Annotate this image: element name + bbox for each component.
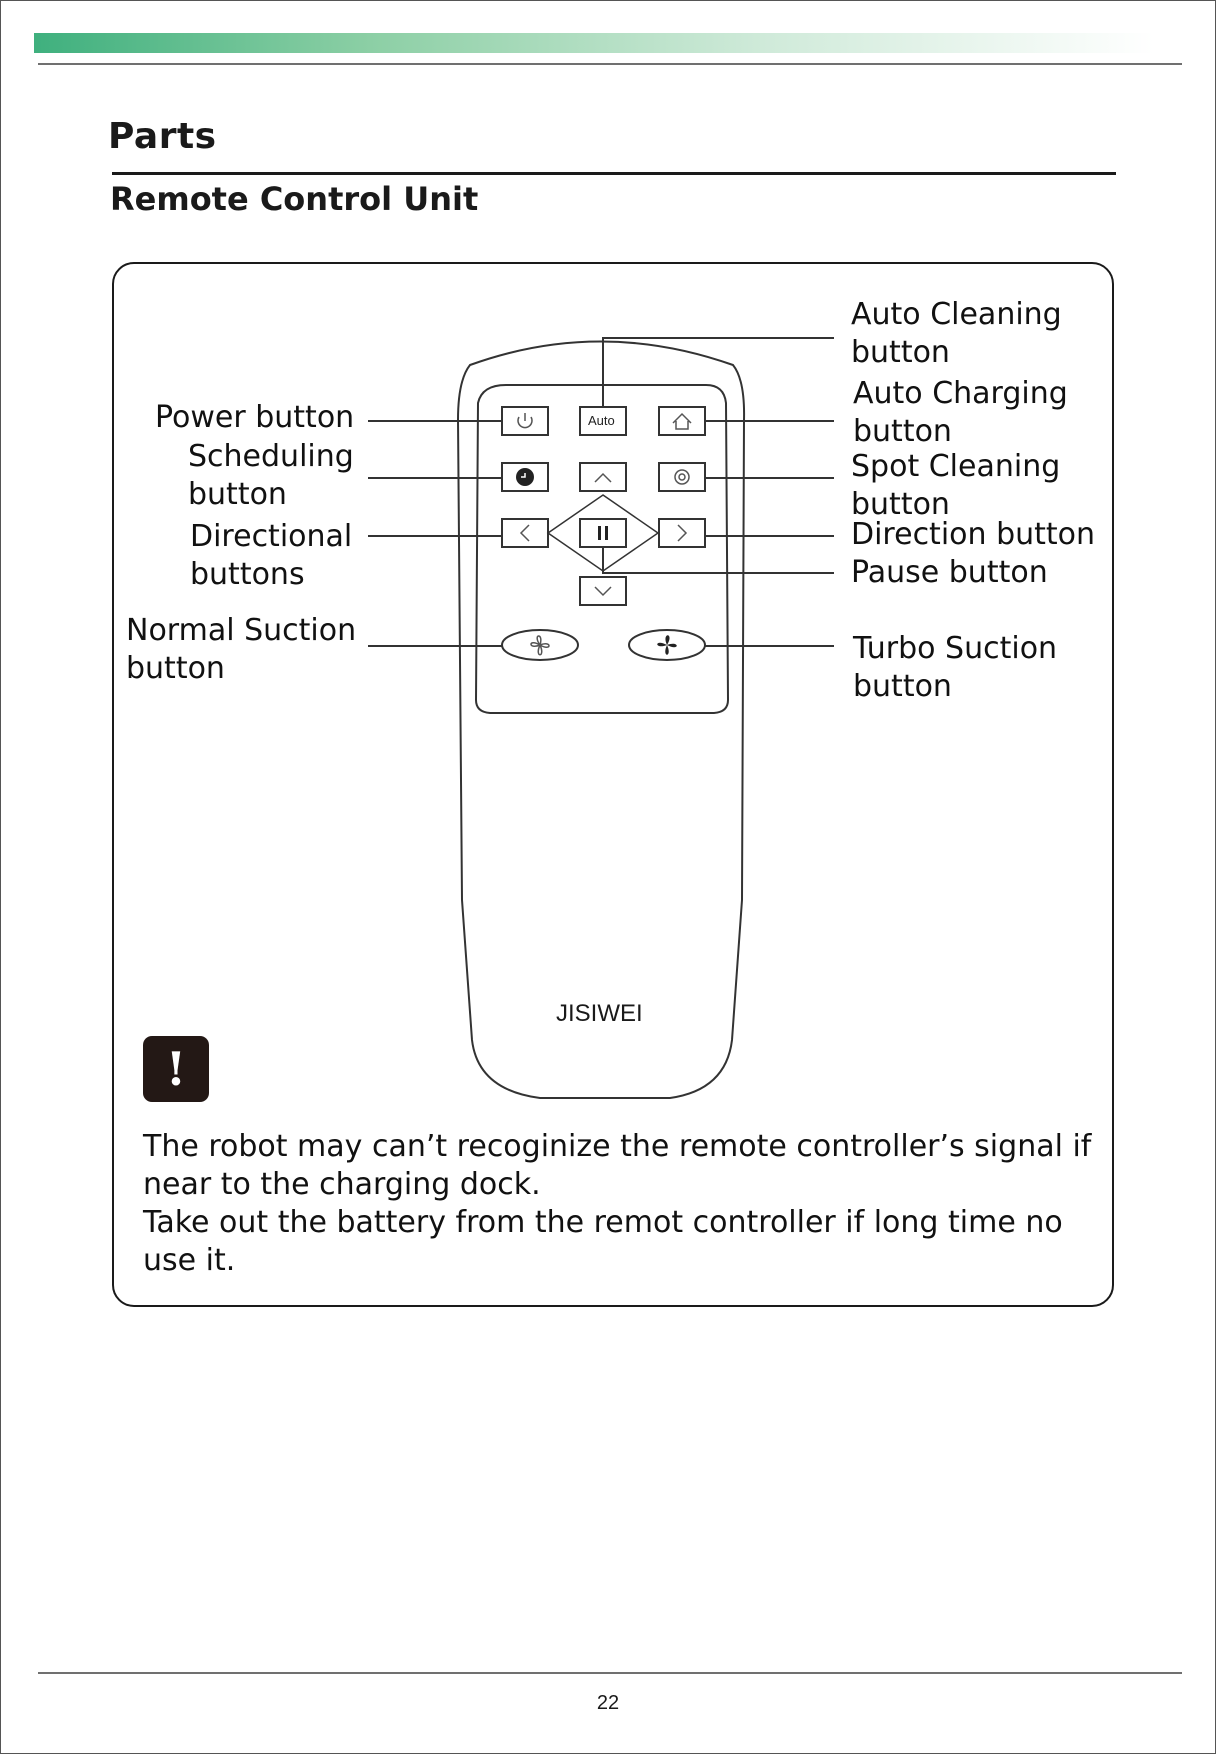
label-auto-cleaning-2: button bbox=[851, 335, 950, 370]
warning-line: near to the charging dock. bbox=[143, 1167, 541, 1202]
warning-icon: ! bbox=[143, 1036, 209, 1102]
spot-button bbox=[659, 463, 705, 491]
remote-body bbox=[458, 342, 744, 1099]
label-directional-2: buttons bbox=[190, 557, 305, 592]
fan-outline-icon bbox=[531, 636, 549, 655]
label-normal-suction-2: button bbox=[126, 651, 225, 686]
label-pause: Pause button bbox=[851, 555, 1048, 590]
pause-button bbox=[580, 519, 626, 547]
chevron-right-icon bbox=[678, 525, 686, 541]
right-button bbox=[659, 519, 705, 547]
callout-pause bbox=[603, 547, 834, 573]
callout-auto-cleaning bbox=[603, 338, 834, 407]
label-auto-charging-2: button bbox=[853, 414, 952, 449]
label-spot-cleaning-2: button bbox=[851, 487, 950, 522]
label-auto-charging-1: Auto Charging bbox=[853, 376, 1068, 411]
label-direction: Direction button bbox=[851, 517, 1096, 552]
up-button bbox=[580, 463, 626, 491]
label-scheduling-1: Scheduling bbox=[188, 439, 354, 474]
warning-note bbox=[143, 1128, 1123, 1280]
remote-brand: JISIWEI bbox=[556, 1000, 643, 1027]
page-number: 22 bbox=[596, 1692, 620, 1714]
label-scheduling-2: button bbox=[188, 477, 287, 512]
power-icon bbox=[518, 413, 532, 428]
label-turbo-suction-1: Turbo Suction bbox=[853, 631, 1058, 666]
auto-button-label: Auto bbox=[588, 413, 615, 428]
chevron-left-icon bbox=[521, 525, 529, 541]
chevron-down-icon bbox=[595, 587, 611, 595]
label-normal-suction-1: Normal Suction bbox=[126, 613, 357, 648]
home-icon bbox=[673, 414, 691, 429]
label-directional-1: Directional bbox=[190, 519, 353, 554]
label-turbo-suction-2: button bbox=[853, 669, 952, 704]
warning-line: The robot may can’t recoginize the remote controller’s signal if bbox=[143, 1129, 1092, 1164]
footer-rule bbox=[38, 1672, 1182, 1674]
label-auto-cleaning-1: Auto Cleaning bbox=[851, 297, 1062, 332]
chevron-up-icon bbox=[595, 474, 611, 482]
label-spot-cleaning-1: Spot Cleaning bbox=[851, 449, 1061, 484]
down-button bbox=[580, 577, 626, 605]
left-button bbox=[502, 519, 548, 547]
warning-line: Take out the battery from the remot controller if long time no bbox=[143, 1205, 1063, 1240]
fan-solid-icon bbox=[657, 635, 677, 655]
home-button bbox=[659, 407, 705, 435]
warning-line: use it. bbox=[143, 1243, 236, 1278]
page-title: Parts bbox=[108, 116, 217, 157]
label-power: Power button bbox=[155, 400, 355, 435]
section-title: Remote Control Unit bbox=[110, 180, 479, 218]
spot-icon bbox=[675, 470, 689, 484]
